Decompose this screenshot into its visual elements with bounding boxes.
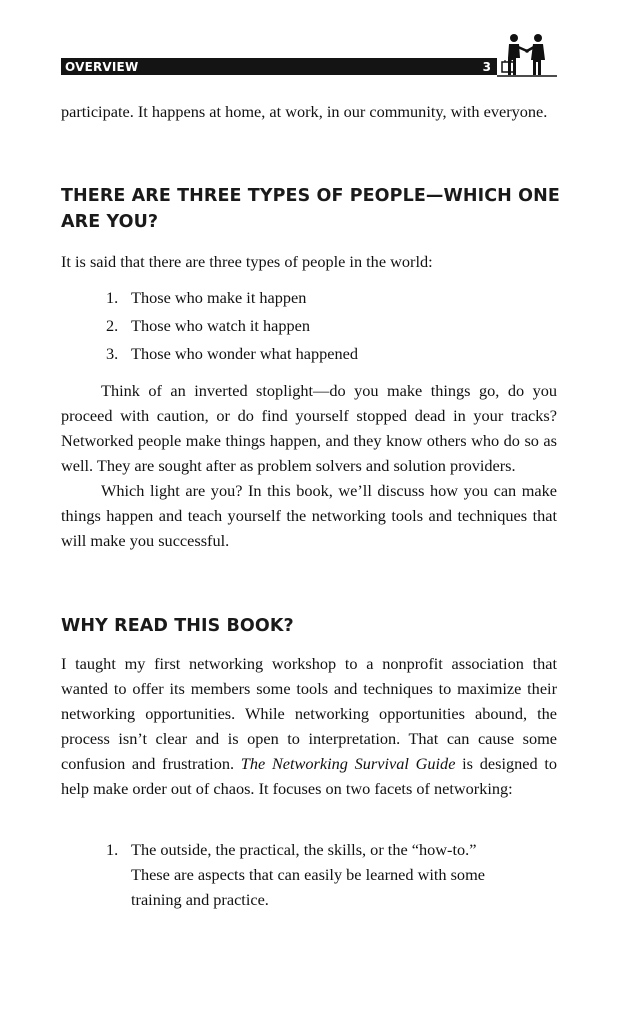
lead-text: It is said that there are three types of people in the world:	[61, 252, 433, 271]
heading-text: WHY READ THIS BOOK?	[61, 616, 294, 636]
list-item	[106, 312, 546, 340]
book-title: The Networking Survival Guide	[240, 754, 456, 773]
intro-text: participate. It happens at home, at work, in our community, with everyone.	[61, 102, 548, 121]
list-item	[106, 340, 546, 368]
three-types-list	[106, 284, 546, 368]
which-light-paragraph: Which light are you? In this book, we’ll discuss how you can make things happen and teach yourself the networking tools and techniques that will make you successful.	[61, 481, 557, 550]
section1-body	[61, 378, 557, 553]
paragraph-part-2: is designed to help make order out of chaos. It focuses on two facets of networking:	[61, 754, 557, 798]
workshop-paragraph	[61, 651, 557, 801]
section1-lead	[61, 249, 557, 274]
section2-body	[61, 651, 557, 801]
running-header	[61, 58, 497, 75]
list-text: Those who wonder what happened	[131, 344, 358, 363]
section-heading-three-types	[61, 183, 561, 235]
paragraph-part-1: I taught my first networking workshop to a nonprofit association that wanted to offer its members some tools and techniques to maximize their networking opportunities. While networking opportunities abound, the process isn’t clear and is open to interpretation. That can cause some confusion and frustration.	[61, 654, 557, 773]
list-number: 1.	[106, 288, 119, 307]
list-line-2: These are aspects that can easily be learned with some	[131, 865, 485, 884]
heading-line-1: THERE ARE THREE TYPES OF PEOPLE—WHICH ONE	[61, 186, 560, 206]
list-number: 3.	[106, 344, 119, 363]
stoplight-paragraph: Think of an inverted stoplight—do you make things go, do you proceed with caution, or do find yourself stopped dead in your tracks? Networked people make things happen, and they know others who do so as well. They are sought after as problem solvers and solution providers.	[61, 381, 557, 475]
section-title: OVERVIEW	[65, 60, 139, 74]
list-line-1: The outside, the practical, the skills, or the “how-to.”	[131, 840, 477, 859]
facets-list	[106, 837, 546, 912]
list-number: 2.	[106, 316, 119, 335]
list-line-3: training and practice.	[131, 890, 269, 909]
list-number: 1.	[106, 840, 119, 859]
list-item	[106, 284, 546, 312]
handshake-icon	[497, 30, 557, 78]
heading-line-2: ARE YOU?	[61, 212, 159, 232]
intro-paragraph	[61, 99, 557, 124]
list-item	[106, 837, 546, 912]
list-text: Those who make it happen	[131, 288, 307, 307]
page-number: 3	[482, 60, 491, 74]
section-heading-why-read	[61, 613, 561, 639]
list-text: Those who watch it happen	[131, 316, 311, 335]
